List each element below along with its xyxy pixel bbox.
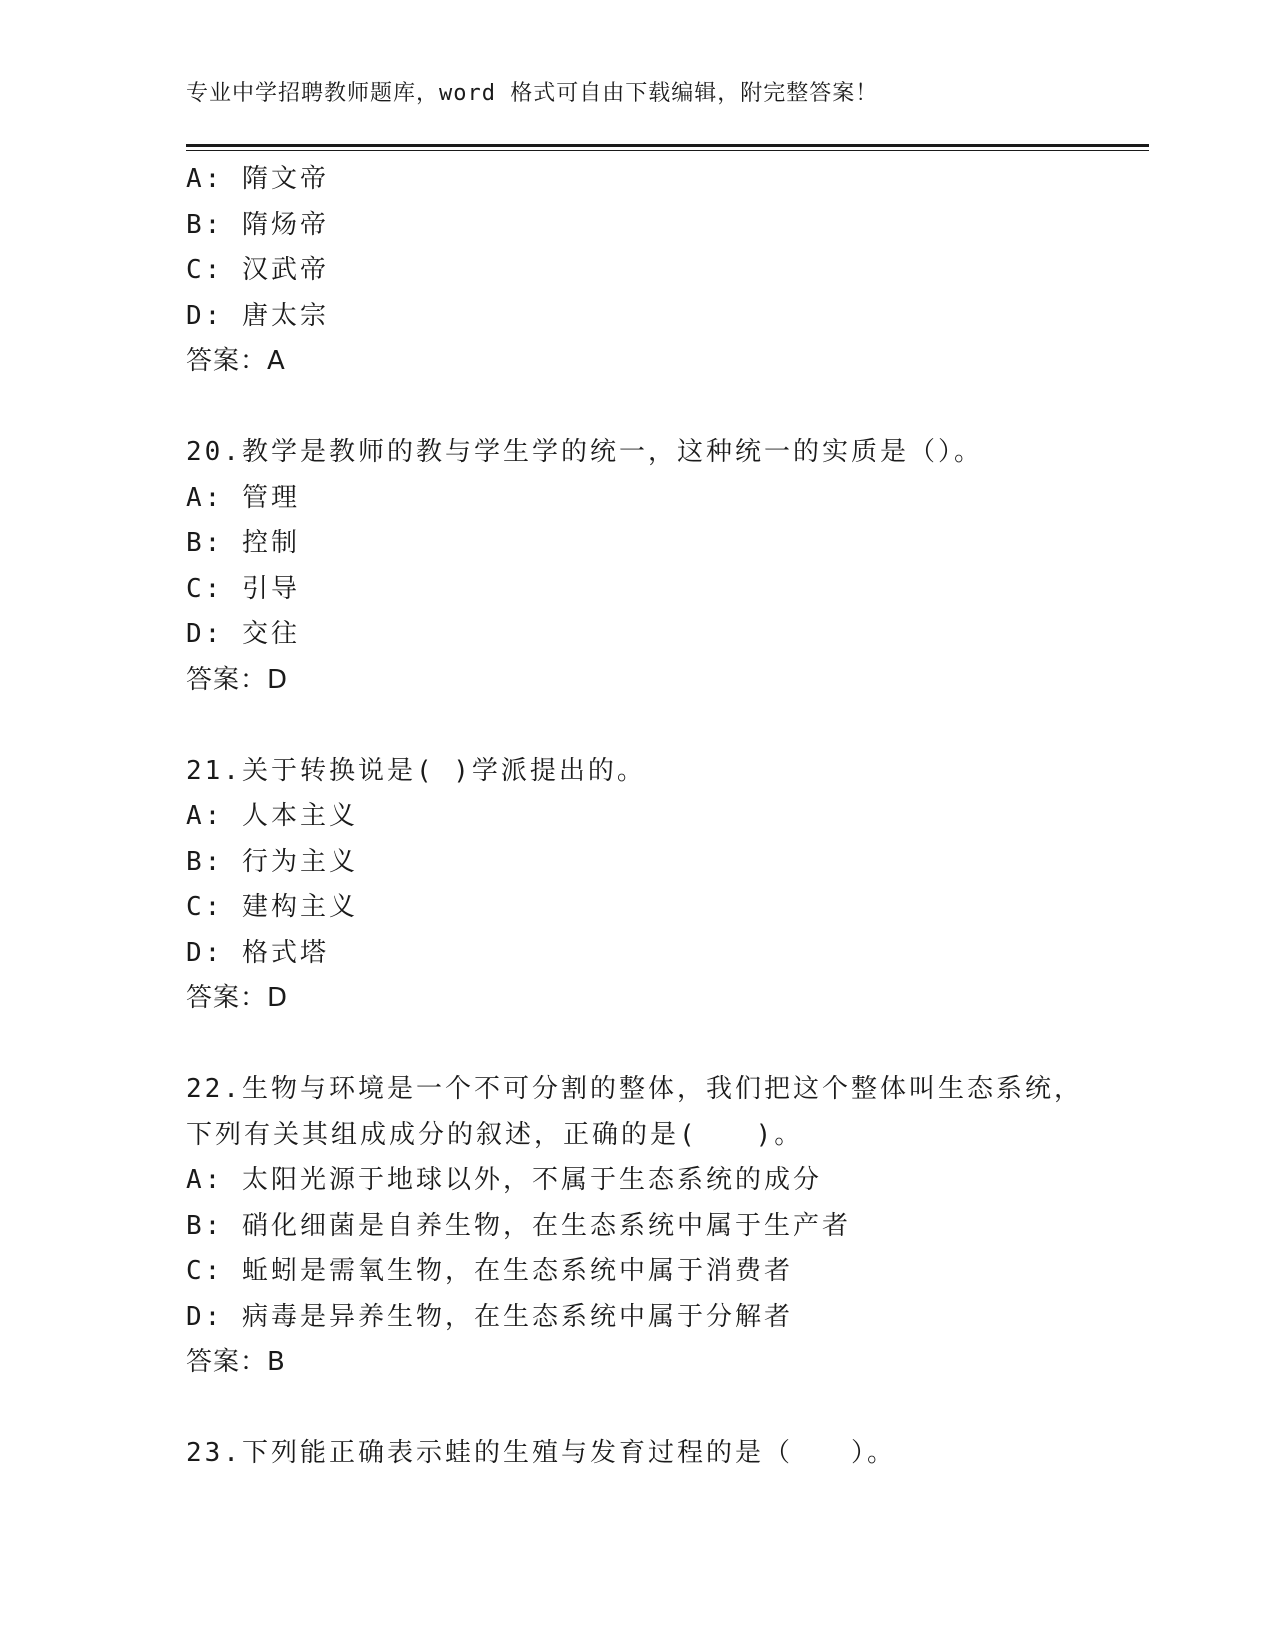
question-gap [186, 1022, 1149, 1068]
header-rule-thick [186, 144, 1149, 147]
option-b: B: 隋炀帝 [186, 209, 329, 240]
question-19 [186, 157, 1149, 385]
option-b: B: 行为主义 [186, 846, 358, 877]
header-rule-thin [186, 150, 1149, 151]
question-stem-line-2: 下列有关其组成成分的叙述，正确的是( )。 [186, 1119, 804, 1150]
question-gap [186, 1386, 1149, 1432]
answer: 答案：D [186, 664, 289, 695]
option-b: B: 控制 [186, 528, 300, 558]
page-header: 专业中学招聘教师题库，word 格式可自由下载编辑，附完整答案！ [186, 81, 879, 106]
question-gap [186, 385, 1149, 431]
question-stem-line-1: 22.生物与环境是一个不可分割的整体，我们把这个整体叫生态系统， [186, 1074, 1083, 1104]
option-c: C: 建构主义 [186, 892, 358, 922]
option-d: D: 病毒是异养生物，在生态系统中属于分解者 [186, 1301, 793, 1332]
option-d: D: 格式塔 [186, 937, 329, 968]
question-21 [186, 749, 1149, 1022]
option-b: B: 硝化细菌是自养生物，在生态系统中属于生产者 [186, 1210, 851, 1241]
option-d: D: 交往 [186, 619, 300, 649]
option-c: C: 汉武帝 [186, 255, 329, 285]
option-a: A: 人本主义 [186, 801, 358, 831]
question-stem: 21.关于转换说是( )学派提出的。 [186, 755, 646, 786]
option-c: C: 蚯蚓是需氧生物，在生态系统中属于消费者 [186, 1256, 793, 1286]
question-22 [186, 1067, 1149, 1386]
option-a: A: 太阳光源于地球以外，不属于生态系统的成分 [186, 1165, 822, 1195]
answer: 答案：D [186, 983, 289, 1013]
option-a: A: 管理 [186, 482, 300, 513]
question-23 [186, 1431, 1149, 1477]
question-20 [186, 430, 1149, 703]
answer: 答案：B [186, 1347, 286, 1377]
answer: 答案：A [186, 346, 286, 376]
option-d: D: 唐太宗 [186, 300, 329, 331]
option-c: C: 引导 [186, 573, 300, 604]
option-a: A: 隋文帝 [186, 164, 329, 194]
question-list [186, 157, 1149, 1477]
question-gap [186, 703, 1149, 749]
question-stem: 20.教学是教师的教与学生学的统一，这种统一的实质是（）。 [186, 437, 983, 467]
question-stem: 23.下列能正确表示蛙的生殖与发育过程的是（ ）。 [186, 1438, 896, 1468]
